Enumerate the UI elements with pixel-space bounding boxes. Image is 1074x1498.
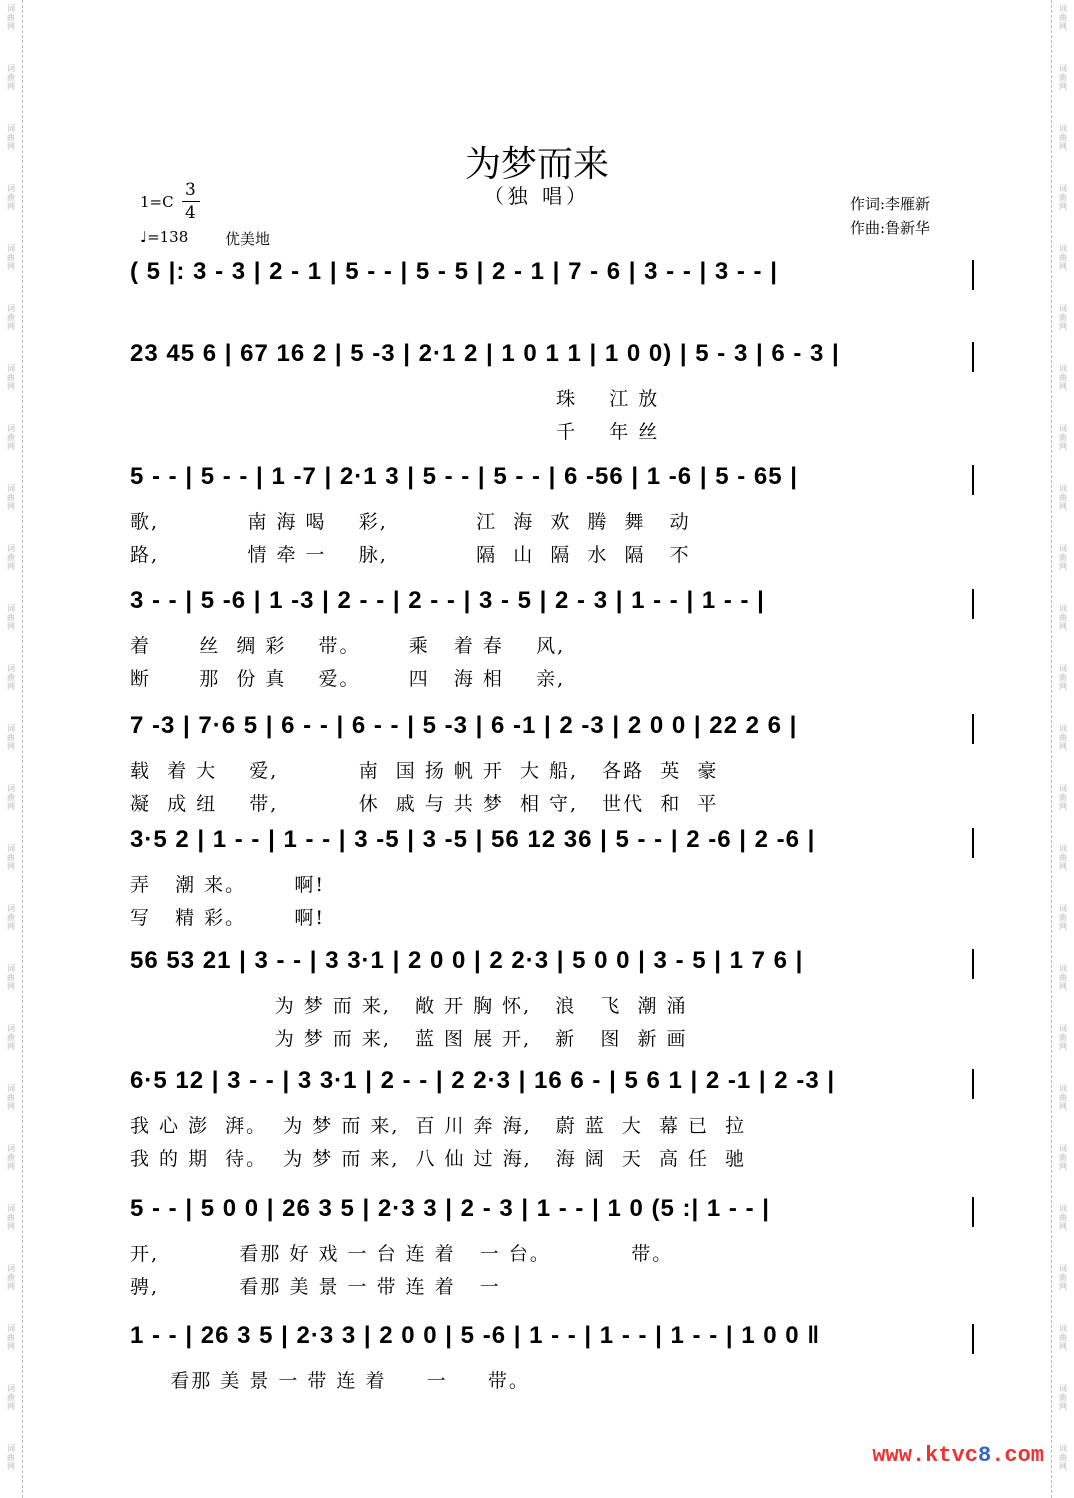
- lyric-line: 路, 情 牵 一 脉, 隔 山 隔 水 隔 不: [130, 544, 691, 566]
- barline: [972, 1197, 974, 1227]
- time-signature-bottom: 4: [185, 203, 196, 223]
- watermark-mark: 词 曲 网: [7, 244, 15, 271]
- lyric-line: 凝 成 纽 带, 休 戚 与 共 梦 相 守, 世代 和 平: [130, 793, 719, 815]
- notation-line: 6·5 12 | 3 - - | 3 3·1 | 2 - - | 2 2·3 | 16 6 - | 5 6 1 | 2 -1 | 2 -3 |: [130, 1067, 836, 1094]
- watermark-mark: 词 曲 网: [7, 184, 15, 211]
- notation-line: 3·5 2 | 1 - - | 1 - - | 3 -5 | 3 -5 | 56 12 36 | 5 - - | 2 -6 | 2 -6 |: [130, 826, 816, 853]
- watermark-mark: 词 曲 网: [7, 1264, 15, 1291]
- watermark-mark: 词 曲 网: [1059, 244, 1067, 271]
- watermark-mark: 词 曲 网: [1059, 304, 1067, 331]
- watermark-mark: 词 曲 网: [1059, 4, 1067, 31]
- notation-line: 3 - - | 5 -6 | 1 -3 | 2 - - | 2 - - | 3 - 5 | 2 - 3 | 1 - - | 1 - - |: [130, 587, 765, 614]
- notation-line: ( 5 |: 3 - 3 | 2 - 1 | 5 - - | 5 - 5 | 2 - 1 | 7 - 6 | 3 - - | 3 - - |: [130, 258, 778, 285]
- watermark-mark: 词 曲 网: [7, 484, 15, 511]
- notation-line: 56 53 21 | 3 - - | 3 3·1 | 2 0 0 | 2 2·3 | 5 0 0 | 3 - 5 | 1 7 6 |: [130, 947, 804, 974]
- watermark-mark: 词 曲 网: [1059, 1144, 1067, 1171]
- watermark-mark: 词 曲 网: [1059, 64, 1067, 91]
- notation-line: 1 - - | 26 3 5 | 2·3 3 | 2 0 0 | 5 -6 | 1 - - | 1 - - | 1 - - | 1 0 0 ‖: [130, 1322, 821, 1349]
- watermark-mark: 词 曲 网: [7, 784, 15, 811]
- watermark-mark: 词 曲 网: [1059, 1264, 1067, 1291]
- watermark-mark: 词 曲 网: [1059, 604, 1067, 631]
- watermark-mark: 词 曲 网: [1059, 784, 1067, 811]
- watermark-mark: 词 曲 网: [1059, 184, 1067, 211]
- watermark-mark: 词 曲 网: [7, 964, 15, 991]
- lyric-line: 开, 看那 好 戏 一 台 连 着 一 台。 带。: [130, 1243, 674, 1265]
- tempo-marking: ♩=138: [140, 228, 189, 246]
- barline: [972, 589, 974, 619]
- notation-line: 5 - - | 5 - - | 1 -7 | 2·1 3 | 5 - - | 5 - - | 6 -56 | 1 -6 | 5 - 65 |: [130, 463, 798, 490]
- lyric-line: 弄 潮 来。 啊!: [130, 874, 326, 896]
- watermark-mark: 词 曲 网: [1059, 964, 1067, 991]
- barline: [972, 714, 974, 744]
- watermark-mark: 词 曲 网: [7, 364, 15, 391]
- barline: [972, 465, 974, 495]
- key-signature: 1=C: [140, 193, 174, 211]
- barline: [972, 949, 974, 979]
- watermark-mark: 词 曲 网: [7, 1024, 15, 1051]
- watermark-mark: 词 曲 网: [7, 124, 15, 151]
- watermark-mark: 词 曲 网: [7, 1144, 15, 1171]
- barline: [972, 828, 974, 858]
- lyric-line: 为 梦 而 来, 敞 开 胸 怀, 浪 飞 潮 涌: [130, 995, 688, 1017]
- site-watermark: www.ktvc8.com: [872, 1443, 1044, 1468]
- lyric-line: 断 那 份 真 爱。 四 海 相 亲,: [130, 668, 566, 690]
- lyricist-credit: 作词:李雁新: [850, 195, 931, 213]
- lyric-line: 为 梦 而 来, 蓝 图 展 开, 新 图 新 画: [130, 1028, 688, 1050]
- time-signature-divider: [182, 201, 200, 202]
- watermark-mark: 词 曲 网: [7, 604, 15, 631]
- lyric-line: 珠 江 放: [130, 388, 660, 410]
- notation-line: 5 - - | 5 0 0 | 26 3 5 | 2·3 3 | 2 - 3 | 1 - - | 1 0 (5 :| 1 - - |: [130, 1195, 770, 1222]
- song-subtitle: （独 唱）: [483, 184, 591, 208]
- barline: [972, 260, 974, 290]
- composer-credit: 作曲:鲁新华: [850, 219, 931, 237]
- watermark-mark: 词 曲 网: [1059, 1024, 1067, 1051]
- watermark-mark: 词 曲 网: [1059, 1444, 1067, 1471]
- watermark-mark: 词 曲 网: [1059, 364, 1067, 391]
- watermark-mark: 词 曲 网: [7, 1324, 15, 1351]
- watermark-mark: 词 曲 网: [7, 844, 15, 871]
- watermark-mark: 词 曲 网: [1059, 1324, 1067, 1351]
- watermark-mark: 词 曲 网: [7, 664, 15, 691]
- watermark-mark: 词 曲 网: [7, 544, 15, 571]
- watermark-mark: 词 曲 网: [1059, 904, 1067, 931]
- notation-line: 23 45 6 | 67 16 2 | 5 -3 | 2·1 2 | 1 0 1 1 | 1 0 0) | 5 - 3 | 6 - 3 |: [130, 340, 840, 367]
- watermark-mark: 词 曲 网: [7, 304, 15, 331]
- watermark-mark: 词 曲 网: [1059, 544, 1067, 571]
- barline: [972, 342, 974, 372]
- lyric-line: 我 的 期 待。 为 梦 而 来, 八 仙 过 海, 海 阔 天 高 任 驰: [130, 1148, 747, 1170]
- watermark-mark: 词 曲 网: [7, 1384, 15, 1411]
- barline: [972, 1069, 974, 1099]
- watermark-mark: 词 曲 网: [1059, 664, 1067, 691]
- time-signature-top: 3: [185, 180, 196, 200]
- song-title: 为梦而来: [464, 144, 609, 185]
- lyric-line: 我 心 澎 湃。 为 梦 而 来, 百 川 奔 海, 蔚 蓝 大 幕 已 拉: [130, 1115, 747, 1137]
- watermark-mark: 词 曲 网: [1059, 124, 1067, 151]
- watermark-mark: 词 曲 网: [1059, 1384, 1067, 1411]
- expression-marking: 优美地: [225, 230, 271, 248]
- watermark-mark: 词 曲 网: [7, 64, 15, 91]
- watermark-mark: 词 曲 网: [1059, 724, 1067, 751]
- watermark-mark: 词 曲 网: [7, 904, 15, 931]
- barline: [972, 1324, 974, 1354]
- watermark-mark: 词 曲 网: [7, 1084, 15, 1111]
- lyric-line: 骋, 看那 美 景 一 带 连 着 一: [130, 1276, 501, 1298]
- watermark-mark: 词 曲 网: [7, 724, 15, 751]
- watermark-mark: 词 曲 网: [7, 424, 15, 451]
- watermark-mark: 词 曲 网: [1059, 424, 1067, 451]
- watermark-mark: 词 曲 网: [1059, 484, 1067, 511]
- watermark-mark: 词 曲 网: [7, 1444, 15, 1471]
- watermark-mark: 词 曲 网: [7, 1204, 15, 1231]
- lyric-line: 写 精 彩。 啊!: [130, 907, 326, 929]
- lyric-line: 看那 美 景 一 带 连 着 一 带。: [130, 1370, 530, 1392]
- watermark-mark: 词 曲 网: [7, 4, 15, 31]
- notation-line: 7 -3 | 7·6 5 | 6 - - | 6 - - | 5 -3 | 6 -1 | 2 -3 | 2 0 0 | 22 2 6 |: [130, 712, 798, 739]
- watermark-mark: 词 曲 网: [1059, 844, 1067, 871]
- watermark-mark: 词 曲 网: [1059, 1084, 1067, 1111]
- watermark-mark: 词 曲 网: [1059, 1204, 1067, 1231]
- lyric-line: 歌, 南 海 喝 彩, 江 海 欢 腾 舞 动: [130, 511, 691, 533]
- lyric-line: 着 丝 绸 彩 带。 乘 着 春 风,: [130, 635, 566, 657]
- lyric-line: 载 着 大 爱, 南 国 扬 帆 开 大 船, 各路 英 豪: [130, 760, 719, 782]
- lyric-line: 千 年 丝: [130, 421, 660, 443]
